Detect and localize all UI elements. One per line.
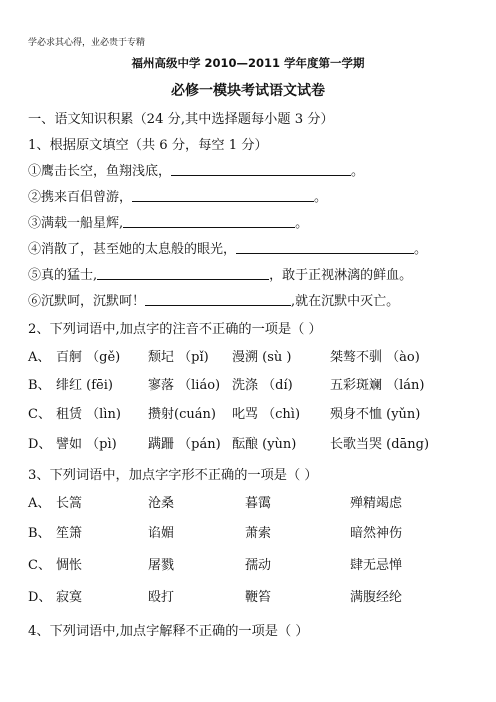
q3-option-word: 殴打 xyxy=(148,590,175,605)
q1-item-4-end: 。 xyxy=(414,242,428,257)
q2-option-word: 五彩斑斓 （lán) xyxy=(330,378,425,393)
q3-option-label: B、 xyxy=(28,526,51,541)
q1-item-1-end: 。 xyxy=(351,164,365,179)
q2-option-word: 攒射(cuán) xyxy=(148,407,216,422)
q1-stem: 1、根据原文填空（共 6 分，每空 1 分） xyxy=(28,138,268,153)
q3-stem: 3、下列词语中，加点字字形不正确的一项是（ ） xyxy=(28,468,318,483)
q3-option-word: 暮霭 xyxy=(245,496,272,511)
q2-option-word: 叱骂 （chì) xyxy=(232,407,301,422)
q1-item-6 xyxy=(28,290,399,309)
q1-item-6-end: ,就在沉默中灭亡。 xyxy=(291,294,400,309)
q3-option-word: 萧索 xyxy=(245,526,272,541)
q3-option-word: 长篙 xyxy=(56,496,83,511)
q3-option-label: C、 xyxy=(28,558,51,573)
q2-option-word: 漫溯 (sù ) xyxy=(232,350,292,365)
q1-item-2-end: 。 xyxy=(314,190,328,205)
q3-option-word: 沧桑 xyxy=(148,496,175,511)
q2-option-word: 寥落 （liáo) xyxy=(148,378,221,393)
q2-option-word: 百舸 （gě) xyxy=(56,350,121,365)
q2-option-word: 颓圮 （pǐ) xyxy=(148,350,209,365)
q3-option-word: 殚精竭虑 xyxy=(350,496,403,511)
q1-item-5-end: ，敢于正视淋漓的鲜血。 xyxy=(269,268,413,283)
q2-stem: 2、下列词语中,加点字的注音不正确的一项是（ ） xyxy=(28,322,322,337)
q1-item-3-end: 。 xyxy=(295,216,309,231)
answer-blank[interactable] xyxy=(97,267,269,280)
q2-option-word: 洗涤 （dí) xyxy=(232,378,293,393)
q1-item-4 xyxy=(28,238,427,257)
answer-blank[interactable] xyxy=(123,215,295,228)
q3-option-word: 孺动 xyxy=(245,558,272,573)
q4-stem: 4、下列词语中,加点字解释不正确的一项是（ ） xyxy=(28,624,309,639)
q1-item-4-text: ④消散了，甚至她的太息般的眼光， xyxy=(28,242,237,257)
q3-option-word: 屠戮 xyxy=(148,558,175,573)
answer-blank[interactable] xyxy=(236,241,414,254)
q1-item-3 xyxy=(28,212,308,231)
exam-title: 必修一模块考试语文试卷 xyxy=(171,83,325,99)
header-note: 学必求其心得，业必贵于专精 xyxy=(28,38,146,48)
answer-blank[interactable] xyxy=(171,163,351,176)
q3-option-word: 暗然神伤 xyxy=(350,526,403,541)
q1-item-2-text: ②携来百侣曾游， xyxy=(28,190,133,205)
q2-option-word: 长歌当哭 (dāng) xyxy=(330,437,430,452)
q3-option-word: 寂寞 xyxy=(56,590,83,605)
answer-blank[interactable] xyxy=(132,189,314,202)
q2-option-label: C、 xyxy=(28,407,51,422)
q2-option-word: 酝酿 (yùn) xyxy=(232,437,297,452)
q1-item-5-text: ⑤真的猛士, xyxy=(28,268,98,283)
answer-blank[interactable] xyxy=(145,293,291,306)
q2-option-word: 殒身不恤 (yǔn) xyxy=(330,407,421,422)
q3-option-word: 满腹经纶 xyxy=(350,590,403,605)
q2-option-word: 绯红 (fēi) xyxy=(56,378,113,393)
q3-option-word: 肆无忌惮 xyxy=(350,558,403,573)
school-title: 福州高级中学 2010—2011 学年度第一学期 xyxy=(131,56,365,70)
q3-option-label: D、 xyxy=(28,590,52,605)
q2-option-label: A、 xyxy=(28,350,51,365)
q3-option-label: A、 xyxy=(28,496,51,511)
q3-option-word: 笙箫 xyxy=(56,526,83,541)
q2-option-word: 譬如 （pì) xyxy=(56,437,117,452)
q2-option-label: D、 xyxy=(28,437,52,452)
q3-option-word: 鞭笞 xyxy=(245,590,272,605)
q3-option-word: 惆怅 xyxy=(56,558,83,573)
q1-item-1 xyxy=(28,160,364,179)
q1-item-1-text: ①鹰击长空，鱼翔浅底， xyxy=(28,164,172,179)
q3-option-word: 谄媚 xyxy=(148,526,175,541)
q1-item-5 xyxy=(28,264,412,283)
q2-option-label: B、 xyxy=(28,378,51,393)
q2-option-word: 桀骜不驯 （ào) xyxy=(330,350,420,365)
section1-heading: 一、语文知识积累（24 分,其中选择题每小题 3 分） xyxy=(28,112,334,127)
q1-item-2 xyxy=(28,186,327,205)
q1-item-3-text: ③满载一船星辉, xyxy=(28,216,124,231)
q1-item-6-text: ⑥沉默呵，沉默呵！ xyxy=(28,294,146,309)
q2-option-word: 租赁 （lìn) xyxy=(56,407,121,422)
q2-option-word: 蹒跚 （pán) xyxy=(148,437,221,452)
